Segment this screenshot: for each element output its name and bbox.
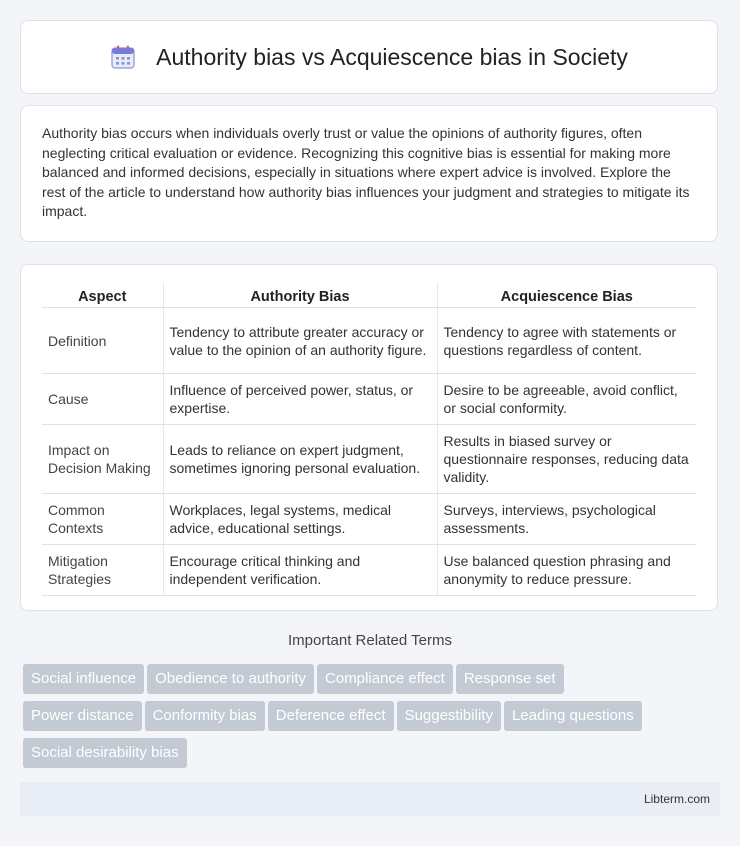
table-header-row: [42, 282, 696, 308]
related-term-tag[interactable]: Deference effect: [268, 701, 394, 731]
table-cell: Influence of perceived power, status, or expertise.: [163, 374, 437, 425]
related-term-tag[interactable]: Suggestibility: [397, 701, 501, 731]
related-terms-title: Important Related Terms: [288, 632, 452, 649]
table-cell: Definition: [42, 308, 163, 374]
footer: [20, 782, 720, 816]
intro-text: Authority bias occurs when individuals overly trust or value the opinions of authority figures, often neglecting critical evaluation or evidence. Recognizing this cognitive bias is essential for making more balanced and informed decisions, especially in situations where expert advice is involved. Explore the rest of the article to understand how authority bias influences your judgment and strategies to mitigate its impact.: [42, 125, 690, 220]
related-terms-list: [23, 664, 723, 775]
table-row: [42, 308, 696, 374]
table-cell: Results in biased survey or questionnaire responses, reducing data validity.: [437, 425, 696, 494]
table-cell: Leads to reliance on expert judgment, sometimes ignoring personal evaluation.: [163, 425, 437, 494]
page-header: [20, 20, 718, 94]
related-term-tag[interactable]: Leading questions: [504, 701, 642, 731]
table-cell: Encourage critical thinking and independent verification.: [163, 545, 437, 596]
table-cell: Tendency to attribute greater accuracy or value to the opinion of an authority figure.: [163, 308, 437, 374]
page-title: Authority bias vs Acquiescence bias in Society: [156, 43, 628, 70]
column-header: Acquiescence Bias: [437, 282, 696, 308]
footer-brand[interactable]: Libterm.com: [643, 792, 710, 806]
table-cell: Desire to be agreeable, avoid conflict, or social conformity.: [437, 374, 696, 425]
table-cell: Cause: [42, 374, 163, 425]
related-term-tag[interactable]: Power distance: [23, 701, 142, 731]
calendar-icon: [110, 44, 136, 70]
table-cell: Workplaces, legal systems, medical advice, educational settings.: [163, 494, 437, 545]
related-term-tag[interactable]: Response set: [456, 664, 564, 694]
intro-card: [20, 105, 718, 242]
related-term-tag[interactable]: Social influence: [23, 664, 144, 694]
column-header: Aspect: [42, 282, 163, 308]
table-row: [42, 425, 696, 494]
comparison-table: [42, 282, 696, 596]
related-term-tag[interactable]: Social desirability bias: [23, 738, 187, 768]
table-cell: Impact on Decision Making: [42, 425, 163, 494]
related-term-tag[interactable]: Compliance effect: [317, 664, 453, 694]
related-term-tag[interactable]: Obedience to authority: [147, 664, 314, 694]
table-cell: Mitigation Strategies: [42, 545, 163, 596]
table-cell: Common Contexts: [42, 494, 163, 545]
table-row: [42, 545, 696, 596]
related-term-tag[interactable]: Conformity bias: [145, 701, 265, 731]
table-cell: Surveys, interviews, psychological assessments.: [437, 494, 696, 545]
column-header: Authority Bias: [163, 282, 437, 308]
table-cell: Use balanced question phrasing and anonymity to reduce pressure.: [437, 545, 696, 596]
table-row: [42, 494, 696, 545]
table-row: [42, 374, 696, 425]
comparison-table-card: [20, 264, 718, 611]
table-cell: Tendency to agree with statements or questions regardless of content.: [437, 308, 696, 374]
